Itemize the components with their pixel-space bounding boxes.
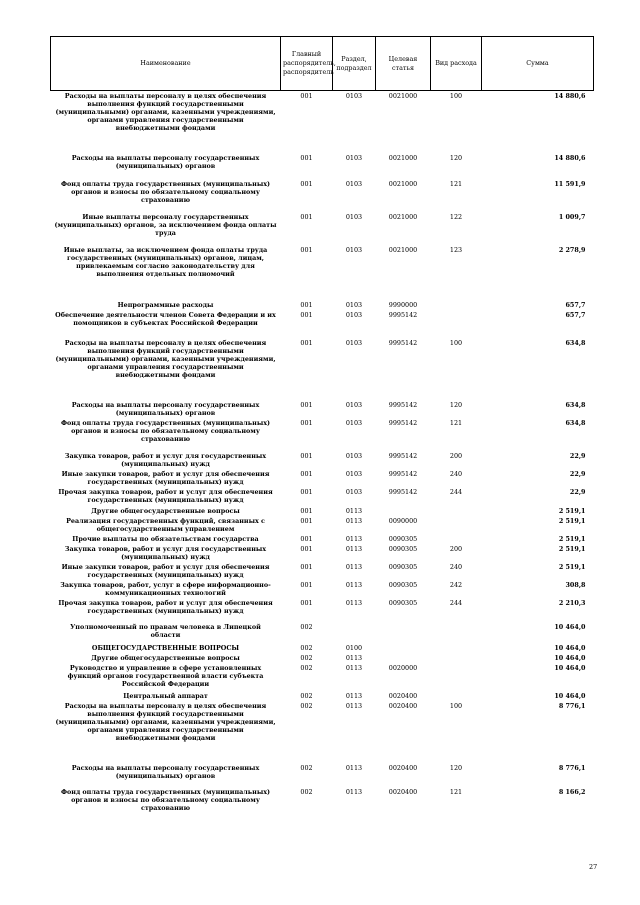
row-rz: 0113 — [345, 653, 363, 662]
row-name: Закупка товаров, работ и услуг для государственных (муниципальных) нужд — [64, 451, 267, 468]
table-row — [51, 701, 594, 763]
row-rz: 0103 — [345, 153, 363, 162]
row-rz: 0103 — [345, 212, 363, 221]
row-rz: 0103 — [345, 310, 363, 319]
row-rz: 0103 — [345, 487, 363, 496]
row-gr: 001 — [300, 487, 313, 496]
row-gr: 001 — [300, 92, 313, 100]
row-cs: 0090305 — [388, 580, 418, 589]
row-cs — [376, 622, 431, 643]
row-cs: 0021000 — [388, 212, 418, 221]
table-row — [51, 691, 594, 701]
row-gr: 001 — [300, 418, 313, 427]
row-gr: 002 — [300, 643, 313, 652]
row-name: Прочая закупка товаров, работ и услуг для обеспечения государственных (муниципальных) нужд — [58, 598, 273, 615]
row-rz: 0103 — [345, 400, 363, 409]
row-vr: 121 — [449, 179, 463, 188]
row-cs — [376, 653, 431, 663]
row-name: Расходы на выплаты персоналу государственных (муниципальных) органов — [71, 763, 260, 780]
table-row — [51, 153, 594, 179]
row-gr: 001 — [300, 580, 313, 589]
header-vr: Вид расхода — [431, 37, 482, 91]
row-gr: 002 — [300, 787, 313, 796]
row-sum: 22,9 — [569, 451, 586, 460]
row-cs: 0021000 — [388, 153, 418, 162]
row-cs: 0021000 — [388, 245, 418, 254]
row-vr: 200 — [449, 544, 463, 553]
row-rz: 0103 — [345, 245, 363, 254]
row-name: Уполномоченный по правам человека в Липецкой области — [70, 622, 261, 639]
row-name: Обеспечение деятельности членов Совета Федерации и их помощников в субъектах Российской Федерации — [55, 310, 276, 327]
row-sum: 2 278,9 — [558, 245, 586, 254]
table-row — [51, 506, 594, 516]
row-gr: 002 — [300, 653, 313, 662]
row-vr: 200 — [449, 451, 463, 460]
row-sum: 22,9 — [569, 487, 586, 496]
row-gr: 001 — [300, 179, 313, 188]
row-name: Расходы на выплаты персоналу государственных (муниципальных) органов — [71, 153, 260, 170]
row-name: ОБЩЕГОСУДАРСТВЕННЫЕ ВОПРОСЫ — [91, 643, 240, 652]
row-name: Иные выплаты персоналу государственных (муниципальных) органов, за исключением фонда оплаты труда — [54, 212, 277, 237]
table-row — [51, 653, 594, 663]
row-name: Другие общегосударственные вопросы — [91, 653, 240, 662]
row-sum: 2 519,1 — [558, 534, 586, 543]
row-vr: 121 — [449, 418, 463, 427]
row-vr: 240 — [449, 469, 463, 478]
row-rz: 0103 — [345, 469, 363, 478]
row-name: Непрограммные расходы — [117, 300, 214, 309]
row-vr — [431, 622, 482, 643]
table-row — [51, 544, 594, 562]
table-row — [51, 622, 594, 643]
row-gr: 001 — [300, 544, 313, 553]
header-rz: Раздел, подраздел — [333, 37, 376, 91]
row-cs: 0020400 — [388, 701, 418, 710]
row-rz: 0103 — [345, 338, 363, 347]
row-sum: 657,7 — [565, 310, 586, 319]
row-gr: 002 — [300, 622, 313, 631]
row-cs: 0090305 — [388, 544, 418, 553]
row-gr: 001 — [300, 469, 313, 478]
row-sum: 634,8 — [565, 338, 586, 347]
row-vr: 242 — [449, 580, 463, 589]
row-cs: 0090305 — [388, 534, 418, 543]
row-cs: 9995142 — [388, 487, 418, 496]
row-gr: 001 — [300, 338, 313, 347]
row-cs: 0020400 — [388, 787, 418, 796]
table-row — [51, 787, 594, 820]
row-rz: 0103 — [345, 451, 363, 460]
row-vr — [431, 691, 482, 701]
row-name: Закупка товаров, работ, услуг в сфере информационно-коммуникационных технологий — [60, 580, 271, 597]
table-row — [51, 516, 594, 534]
row-rz: 0103 — [345, 92, 363, 100]
row-gr: 001 — [300, 534, 313, 543]
row-sum: 634,8 — [565, 400, 586, 409]
header-gr: Главный распорядитель, распорядитель — [281, 37, 333, 91]
row-gr: 002 — [300, 691, 313, 700]
row-gr: 001 — [300, 245, 313, 254]
row-rz: 0103 — [345, 418, 363, 427]
row-gr: 001 — [300, 506, 313, 515]
row-name: Расходы на выплаты персоналу в целях обеспечения выполнения функций государственными (муниципальными) органами, казенными учреждениями, органами управления государственными внебюджетными фондами — [55, 92, 276, 132]
row-cs: 9995142 — [388, 400, 418, 409]
row-name: Фонд оплаты труда государственных (муниципальных) органов и взносы по обязательному социальному страхованию — [60, 787, 271, 812]
table-row — [51, 338, 594, 400]
row-vr — [431, 653, 482, 663]
row-name: Фонд оплаты труда государственных (муниципальных) органов и взносы по обязательному социальному страхованию — [60, 418, 271, 443]
row-name: Центральный аппарат — [123, 691, 208, 700]
table-row — [51, 469, 594, 487]
row-sum: 2 519,1 — [558, 562, 586, 571]
row-cs: 0020000 — [388, 663, 418, 672]
row-name: Иные выплаты, за исключением фонда оплаты труда государственных (муниципальных) органов, лицам, привлекаемым согласно законодательству для выполнения отдельных полномочий — [63, 245, 268, 278]
row-vr: 244 — [449, 487, 463, 496]
row-gr: 001 — [300, 516, 313, 525]
row-cs: 0020400 — [388, 763, 418, 772]
table-row — [51, 562, 594, 580]
row-sum: 10 464,0 — [554, 643, 586, 652]
row-vr — [431, 534, 482, 544]
row-rz: 0113 — [345, 544, 363, 553]
row-gr: 001 — [300, 153, 313, 162]
row-cs — [376, 643, 431, 653]
row-vr — [431, 643, 482, 653]
row-name: Иные закупки товаров, работ и услуг для обеспечения государственных (муниципальных) нужд — [61, 562, 270, 579]
row-vr: 100 — [449, 701, 463, 710]
row-cs: 0020400 — [388, 691, 418, 700]
row-sum: 10 464,0 — [554, 653, 586, 662]
table-body — [51, 91, 594, 820]
row-vr: 244 — [449, 598, 463, 607]
row-cs: 9995142 — [388, 418, 418, 427]
row-cs: 0090305 — [388, 562, 418, 571]
table-row — [51, 179, 594, 212]
table-row — [51, 643, 594, 653]
row-cs — [376, 506, 431, 516]
row-rz — [333, 622, 376, 643]
row-gr: 001 — [300, 562, 313, 571]
row-vr: 120 — [449, 153, 463, 162]
row-name: Расходы на выплаты персоналу в целях обеспечения выполнения функций государственными (муниципальными) органами, казенными учреждениями, органами управления государственными внебюджетными фондами — [55, 338, 276, 379]
table-row — [51, 418, 594, 451]
row-rz: 0113 — [345, 562, 363, 571]
row-vr: 100 — [449, 338, 463, 347]
row-gr: 001 — [300, 598, 313, 607]
row-vr: 121 — [449, 787, 463, 796]
table-row — [51, 91, 594, 153]
row-rz: 0113 — [345, 663, 363, 672]
table-row — [51, 451, 594, 469]
row-cs: 0090000 — [388, 516, 418, 525]
row-sum: 2 519,1 — [558, 516, 586, 525]
row-rz: 0100 — [345, 643, 363, 652]
budget-table — [50, 36, 594, 820]
row-gr: 001 — [300, 300, 313, 309]
row-rz: 0103 — [345, 300, 363, 309]
table-row — [51, 534, 594, 544]
table-row — [51, 763, 594, 787]
row-vr: 120 — [449, 763, 463, 772]
row-vr — [431, 310, 482, 338]
budget-table-container — [50, 36, 593, 820]
row-rz: 0113 — [345, 787, 363, 796]
table-row — [51, 487, 594, 506]
table-header-row — [51, 37, 594, 91]
row-vr — [431, 516, 482, 534]
row-sum: 8 776,1 — [558, 763, 586, 772]
row-name: Руководство и управление в сфере установленных функций органов государственной власти субъекта Российской Федерации — [67, 663, 264, 688]
row-vr: 120 — [449, 400, 463, 409]
row-sum: 14 880,6 — [554, 153, 586, 162]
row-vr: 100 — [449, 92, 463, 100]
table-row — [51, 300, 594, 310]
row-gr: 002 — [300, 663, 313, 672]
row-gr: 002 — [300, 701, 313, 710]
row-rz: 0113 — [345, 701, 363, 710]
table-row — [51, 580, 594, 598]
row-name: Прочие выплаты по обязательствам государства — [72, 534, 259, 543]
row-vr: 123 — [449, 245, 463, 254]
row-gr: 001 — [300, 400, 313, 409]
row-cs: 0021000 — [388, 179, 418, 188]
row-rz: 0113 — [345, 516, 363, 525]
row-sum: 1 009,7 — [558, 212, 586, 221]
row-sum: 8 776,1 — [558, 701, 586, 710]
table-row — [51, 400, 594, 418]
table-row — [51, 663, 594, 691]
row-name: Фонд оплаты труда государственных (муниципальных) органов и взносы по обязательному социальному страхованию — [60, 179, 271, 204]
row-sum: 2 210,3 — [558, 598, 586, 607]
row-name: Реализация государственных функций, связанных с общегосударственным управлением — [66, 516, 265, 533]
row-sum: 10 464,0 — [554, 663, 586, 672]
header-cs: Целевая статья — [376, 37, 431, 91]
row-gr: 001 — [300, 451, 313, 460]
row-sum: 10 464,0 — [554, 622, 586, 631]
row-rz: 0113 — [345, 598, 363, 607]
table-row — [51, 245, 594, 300]
row-sum: 22,9 — [569, 469, 586, 478]
row-cs: 0090305 — [388, 598, 418, 607]
row-name: Закупка товаров, работ и услуг для государственных (муниципальных) нужд — [64, 544, 267, 561]
row-vr: 122 — [449, 212, 463, 221]
table-row — [51, 598, 594, 622]
row-sum: 308,8 — [565, 580, 586, 589]
row-rz: 0113 — [345, 534, 363, 543]
row-rz: 0103 — [345, 179, 363, 188]
page-number: 27 — [589, 863, 598, 871]
row-rz: 0113 — [345, 691, 363, 700]
row-cs: 9995142 — [388, 310, 418, 319]
row-sum: 2 519,1 — [558, 506, 586, 515]
row-vr — [431, 300, 482, 310]
row-gr: 001 — [300, 310, 313, 319]
row-sum: 10 464,0 — [554, 691, 586, 700]
row-sum: 2 519,1 — [558, 544, 586, 553]
row-rz: 0113 — [345, 506, 363, 515]
row-name: Иные закупки товаров, работ и услуг для обеспечения государственных (муниципальных) нужд — [61, 469, 270, 486]
row-sum: 657,7 — [565, 300, 586, 309]
row-cs: 9995142 — [388, 451, 418, 460]
row-rz: 0113 — [345, 580, 363, 589]
row-gr: 002 — [300, 763, 313, 772]
table-row — [51, 212, 594, 245]
row-gr: 001 — [300, 212, 313, 221]
row-cs: 0021000 — [388, 92, 418, 100]
row-name: Расходы на выплаты персоналу государственных (муниципальных) органов — [71, 400, 260, 417]
row-cs: 9990000 — [388, 300, 418, 309]
row-cs: 9995142 — [388, 469, 418, 478]
row-cs: 9995142 — [388, 338, 418, 347]
row-sum: 634,8 — [565, 418, 586, 427]
row-name: Другие общегосударственные вопросы — [91, 506, 240, 515]
header-sum: Сумма — [482, 37, 594, 91]
row-sum: 14 880,6 — [554, 92, 586, 100]
row-vr — [431, 506, 482, 516]
row-vr — [431, 663, 482, 691]
row-vr: 240 — [449, 562, 463, 571]
table-row — [51, 310, 594, 338]
row-name: Расходы на выплаты персоналу в целях обеспечения выполнения функций государственными (муниципальными) органами, казенными учреждениями, органами управления государственными внебюджетными фондами — [55, 701, 276, 742]
row-name: Прочая закупка товаров, работ и услуг для обеспечения государственных (муниципальных) нужд — [58, 487, 273, 504]
row-rz: 0113 — [345, 763, 363, 772]
header-name: Наименование — [51, 37, 281, 91]
row-sum: 8 166,2 — [558, 787, 586, 796]
row-sum: 11 591,9 — [554, 179, 586, 188]
